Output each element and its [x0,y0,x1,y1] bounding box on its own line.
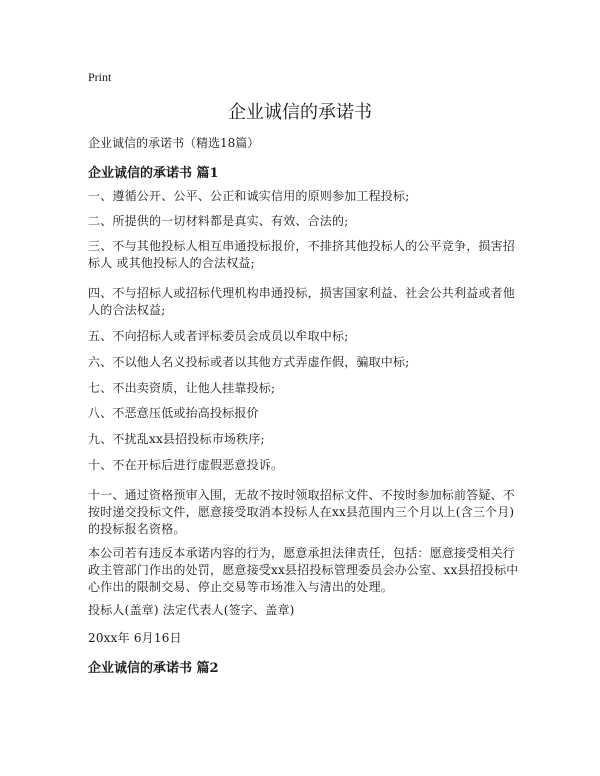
paragraph-11: 十一、通过资格预审入围，无故不按时领取招标文件、不按时参加标前答疑、不按时递交投标文件，愿意接受取消本投标人在xx县范围内三个月以上(含三个月)的投标报名资格。 [88,488,516,536]
signature-line: 投标人(盖章) 法定代表人(签字、盖章) [88,603,295,617]
paragraph-3: 三、不与其他投标人相互串通投标报价，不排挤其他投标人的公平竞争，损害招标人 或其他投标人的合法权益; [88,239,516,270]
paragraph-6: 六、不以他人名义投标或者以其他方式弄虚作假，骗取中标; [88,355,410,369]
paragraph-10: 十、不在开标后进行虚假恶意投诉。 [88,458,284,472]
section-heading-1: 企业诚信的承诺书 篇1 [88,166,219,181]
paragraph-9: 九、不扰乱xx县招投标市场秩序; [88,432,265,446]
paragraph-12: 本公司若有违反本承诺内容的行为，愿意承担法律责任，包括：愿意接受相关行政主管部门作出的处罚，愿意接受xx县招投标管理委员会办公室、xx县招投标中心作出的限制交易、停止交易等市场准入与清出的处理。 [88,546,519,594]
date-line: 20xx年 6月16日 [88,631,182,645]
paragraph-4: 四、不与招标人或招标代理机构串通投标，损害国家利益、社会公共利益或者他人的合法权益; [88,286,516,317]
paragraph-5: 五、不向招标人或者评标委员会成员以牟取中标; [88,329,349,343]
document-title: 企业诚信的承诺书 [228,102,372,123]
print-label: Print [88,70,112,84]
section-heading-2: 企业诚信的承诺书 篇2 [88,661,219,676]
document-subtitle: 企业诚信的承诺书（精选18篇） [88,136,260,150]
paragraph-8: 八、不恶意压低或抬高投标报价 [88,406,259,420]
paragraph-1: 一、遵循公开、公平、公正和诚实信用的原则参加工程投标; [88,189,410,203]
paragraph-2: 二、所提供的一切材料都是真实、有效、合法的; [88,214,349,228]
paragraph-7: 七、不出卖资质，让他人挂靠投标; [88,381,276,395]
